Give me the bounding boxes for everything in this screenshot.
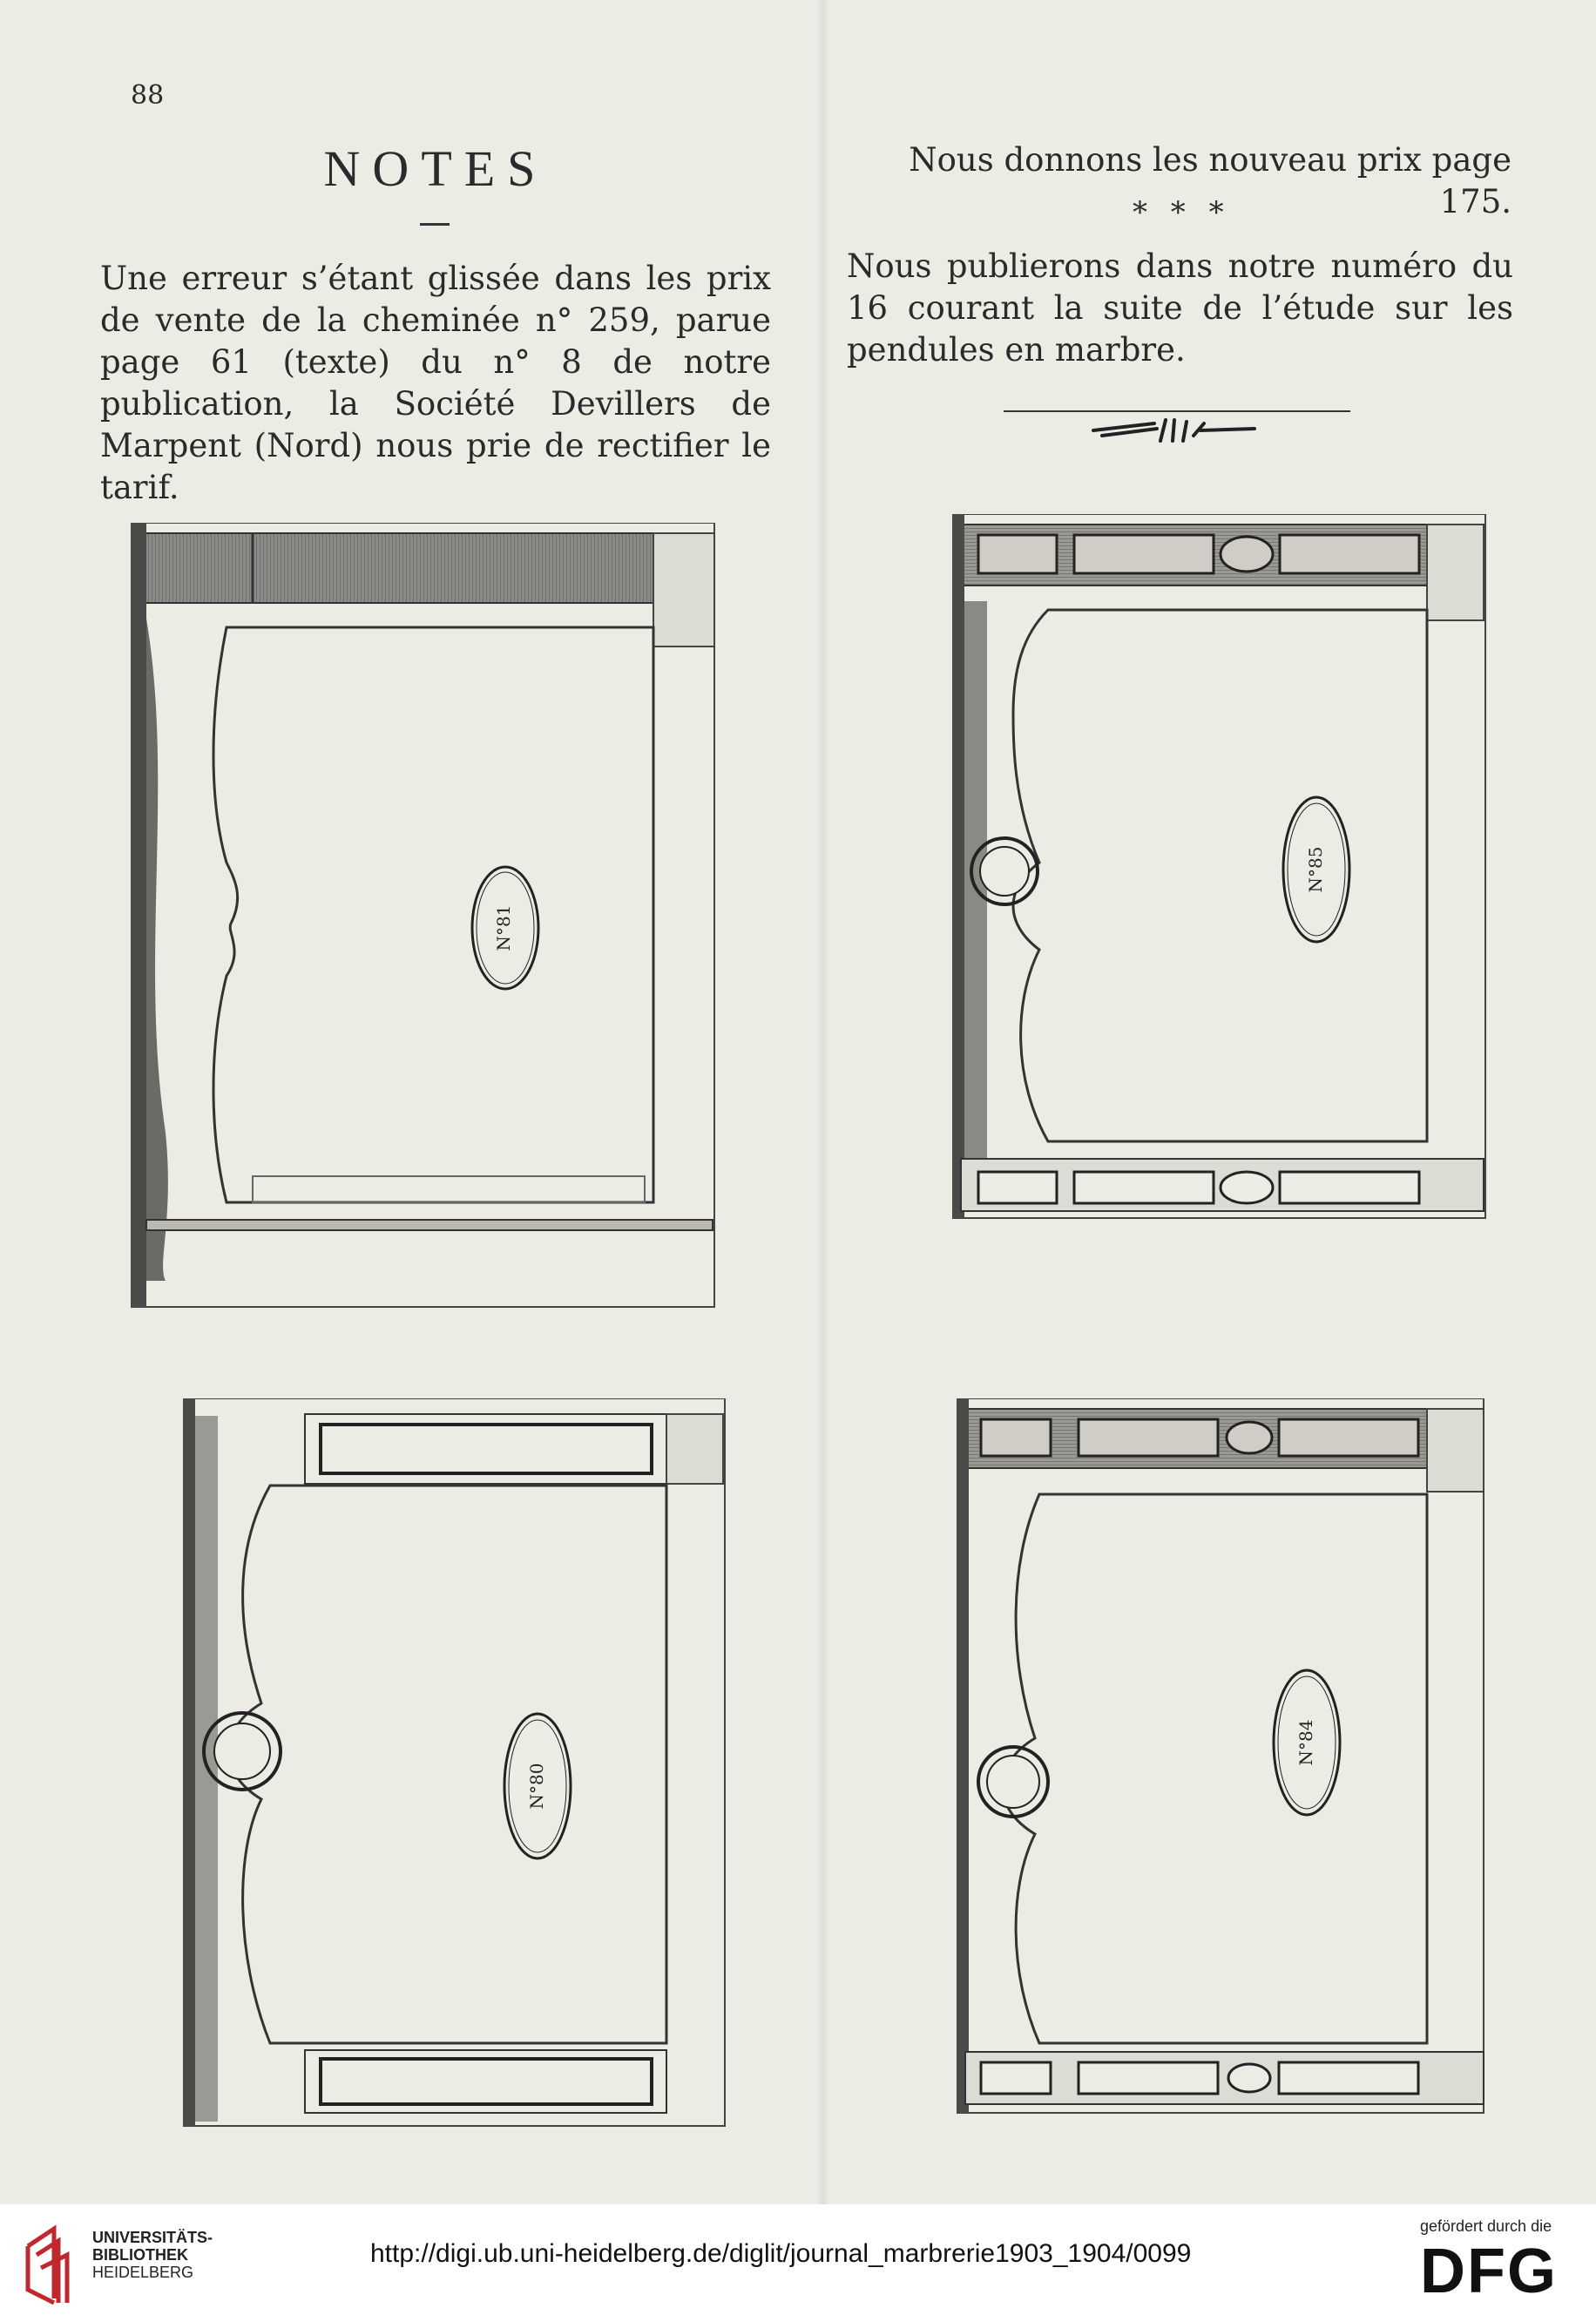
page-title: NOTES [323,140,548,197]
page-fold [817,0,829,2204]
page-number: 88 [131,80,165,111]
fireplace-plate-84 [957,1398,1488,2117]
library-name [92,2229,213,2281]
publication-note: Nous publierons dans notre numéro du 16 courant la suite de l’étude sur les pendules en marbre. [847,247,1513,369]
funding-note: gefördert durch die [1420,2217,1552,2235]
plate-label-81: N°81 [493,904,514,951]
library-name-line3: HEIDELBERG [92,2264,194,2281]
title-divider [420,223,450,226]
plate-label-84: N°84 [1295,1719,1316,1766]
library-name-line2: BIBLIOTHEK [92,2246,188,2264]
source-url-link[interactable]: http://digi.ub.uni-heidelberg.de/diglit/journal_marbrerie1903_1904/0099 [370,2239,1192,2268]
section-stars: * * * [1133,195,1231,230]
ornament-divider [1002,403,1359,446]
price-note: Nous donnons les nouveau prix page 175. [909,141,1511,220]
library-name-line1: UNIVERSITÄTS- [92,2229,213,2246]
plate-label-85: N°85 [1305,846,1326,893]
university-library-logo-icon [19,2220,89,2307]
plate-label-80: N°80 [526,1763,547,1810]
fireplace-plate-80 [183,1398,727,2130]
fireplace-plate-85 [952,514,1488,1220]
notes-paragraph: Une erreur s’étant glissée dans les prix de vente de la cheminée n° 259, parue page 61 (texte) du n° 8 de notre publication, la Société Devillers de Marpent (Nord) nous prie de rectifier le tarif. [100,260,771,506]
fireplace-plate-81 [131,523,723,1311]
dfg-logo: DFG [1420,2237,1558,2306]
